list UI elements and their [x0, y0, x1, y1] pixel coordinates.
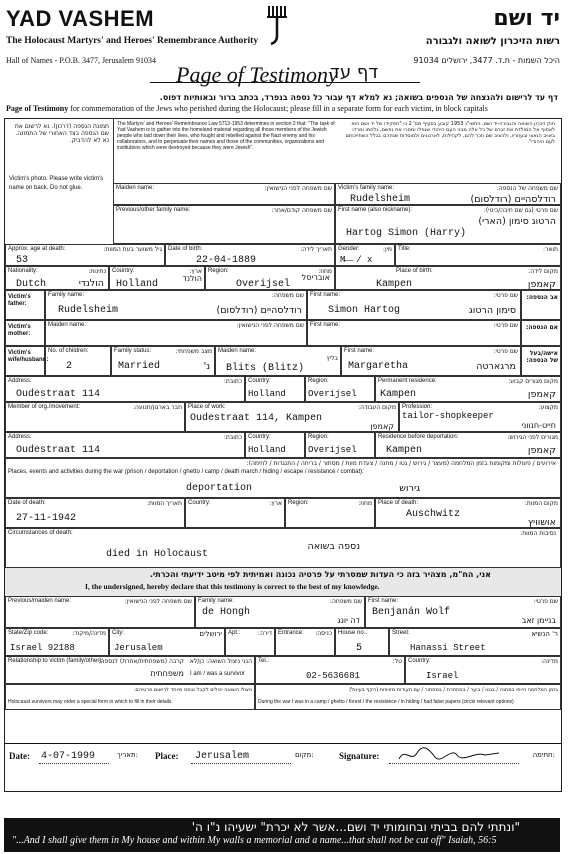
- wartime-events-field[interactable]: [5, 458, 561, 498]
- submitter-survivor-note-text: Holocaust survivors may order a special form in which to fill in their details.: [8, 699, 173, 705]
- death-region-label-text: Region:: [288, 500, 309, 506]
- submitter-country-label-text: Country:: [408, 658, 431, 664]
- instructions-en-text: for commemoration of the Jews who perished during the Holocaust; please fill in a separate form for each victim, in block capitals: [70, 104, 488, 113]
- submitter-prev-name-field[interactable]: [5, 596, 195, 628]
- declaration-en-text: I, the undersigned, hereby declare that this testimony is correct to the best of my knowledge.: [85, 582, 380, 591]
- wartime-country-field[interactable]: [245, 432, 305, 458]
- victim-region-text: Overijsel: [236, 279, 291, 290]
- mother-row-label-text: Victim's mother:: [8, 324, 31, 337]
- spouse-first-text: Margaretha: [348, 361, 409, 372]
- victim-pob-label-text: Place of birth:: [396, 268, 433, 274]
- submitter-house-label-text: House no.:: [338, 630, 368, 636]
- handwritten-signature-icon: [395, 745, 505, 765]
- victim-first-name-field[interactable]: [335, 205, 561, 244]
- death-date-label-he-text: תאריך המוות:: [146, 500, 182, 507]
- signature-date-label-text: Date:: [9, 751, 30, 761]
- wartime-events-text: deportation: [186, 483, 253, 494]
- wartime-events-label-text: Places, events and activities during the war (prison / deportation / ghetto / camp / death march / hiding / escape / resistance / combat):: [8, 469, 364, 475]
- footer-quote-en: "...And I shall give them in My house and within My walls a memorial and a name...that shall not be cut off" Isaiah, 56:5: [12, 835, 497, 846]
- wartime-region-text: Overijsel: [308, 445, 357, 455]
- address-country-text: Holland: [248, 389, 286, 399]
- dob-field[interactable]: [165, 244, 335, 266]
- place-of-work-field[interactable]: [185, 402, 399, 432]
- address-perm-label-text: Permanent residence:: [378, 378, 437, 384]
- death-place-label-he-text: מקום המוות:: [524, 500, 558, 507]
- org-name-en: YAD VASHEM: [6, 6, 155, 31]
- death-country-label-he-text: ארץ:: [269, 500, 282, 507]
- wartime-events-label-he-text: אירועים / פעולות ומקומות בזמן המלחמה (מעצר / גירוש / גטו / מחנה / צעדת מוות / מסתור / בריחה / התנגדות / לחימה):: [246, 460, 556, 467]
- permanent-residence-field[interactable]: [375, 376, 561, 402]
- children-field[interactable]: [45, 346, 111, 376]
- address-he: היכל השמות - ת.ד. 3477, ירושלים 91034: [413, 56, 560, 65]
- submitter-family-label-text: Family name:: [198, 598, 235, 604]
- spouse-status-label-he-text: מצב משפחתי:: [175, 348, 212, 355]
- page-title-he: דף עד: [330, 62, 379, 83]
- submitter-apt-label-text: Apt.:: [228, 630, 241, 636]
- wartime-residence-he-text: קאמפן: [527, 445, 556, 456]
- signature-sig-label-text: Signature:: [339, 751, 380, 761]
- declaration: [5, 568, 561, 596]
- mother-first-label-he-text: שם פרטי:: [493, 322, 518, 329]
- spouse-maiden-label-text: Maiden name:: [218, 348, 257, 354]
- address-region-text: Overijsel: [308, 389, 357, 399]
- mother-maiden-label-he-text: שם משפחה לפני הנישואין:: [236, 322, 304, 329]
- victim-maiden-label-he-text: שם משפחה לפני הנישואין:: [264, 185, 332, 192]
- spouse-first-label-text: First name:: [344, 348, 375, 354]
- victim-prev-label-text: Previous/other family name:: [116, 207, 191, 213]
- signature-date-he-label-text: תאריך:: [117, 751, 138, 759]
- victim-prev-label-he-text: שם משפחה קודם/אחר:: [271, 207, 332, 214]
- authority-he: רשות הזיכרון לשואה ולגבורה: [425, 36, 560, 47]
- victim-pob-label-he-text: מקום לידה:: [528, 268, 558, 275]
- victim-first-name: Hartog Simon (Harry): [346, 228, 467, 239]
- submitter-survivor-text: I am / was a survivor: [190, 671, 246, 677]
- father-first-field[interactable]: [307, 290, 521, 320]
- father-row-label-he-text: אב הנספה:: [526, 294, 558, 301]
- submitter-country-field[interactable]: [405, 656, 561, 684]
- address-address-text: Oudestraat 114: [16, 389, 101, 400]
- submitter-family-name-field[interactable]: [195, 596, 365, 628]
- victim-title-label-text: Title:: [398, 246, 411, 252]
- submitter-first-text: Benjanán Wolf: [372, 607, 451, 618]
- submitter-entrance-label-he-text: כניסה:: [315, 630, 332, 637]
- state-zip-field[interactable]: [5, 628, 109, 656]
- org-name-he: יד ושם: [493, 6, 560, 31]
- yad-vashem-logo-icon: [258, 4, 298, 48]
- signature-place-he-label-text: מקום:: [295, 751, 314, 759]
- photo-area: [5, 119, 114, 244]
- death-place-he-text: אושוויץ: [527, 517, 556, 528]
- submitter-relation-text: משפחתית: [150, 669, 184, 678]
- submitter-city-label-text: City:: [112, 630, 124, 636]
- death-region-label-he-text: מחוז:: [358, 500, 372, 507]
- work-prof-text: tailor-shopkeeper: [402, 411, 494, 421]
- submitter-family-he-text: דה יונג: [337, 616, 360, 625]
- gender-field[interactable]: [335, 244, 395, 266]
- submitter-city-text: Jerusalem: [114, 643, 163, 653]
- signature-place: Jerusalem: [195, 751, 250, 762]
- tel-field[interactable]: [255, 656, 405, 684]
- father-family-label-he-text: שם משפחה:: [271, 292, 304, 299]
- submitter-apt-label-he-text: דירה:: [258, 630, 272, 637]
- spouse-status-label-text: Family status:: [114, 348, 152, 354]
- age-field[interactable]: [5, 244, 165, 266]
- profession-field[interactable]: [399, 402, 561, 432]
- submitter-street-label-text: Street:: [392, 630, 410, 636]
- father-row-label-text: Victim's father:: [8, 294, 31, 307]
- victim-country-label-text: Country:: [112, 268, 135, 274]
- victim-dob-label-text: Date of birth:: [168, 246, 203, 252]
- submitter-country-label-he-text: מדינה:: [540, 658, 558, 665]
- photo-instruction-en: Victim's photo. Please write victim's name on back. Do not glue.: [9, 176, 104, 191]
- submitter-relation-label-text: Relationship to victim (family/other):: [8, 658, 104, 664]
- victim-previous-name-field[interactable]: [113, 205, 335, 244]
- circumstances-field[interactable]: [5, 528, 561, 568]
- instructions-he: דף עד לרישום ולהנצחה של הנספים בשואה; נא למלא דף עבור כל נספה בנפרד, בכתב ברור ובאותיות דפוס.: [159, 93, 558, 102]
- mother-row-label-he: [521, 320, 561, 346]
- declaration-he-text: אני, הח"מ, מצהיר בזה כי העדות שמסרתי על פרטיה נכונה ואמיתית לפי מיטב ידיעתי והכרתי.: [149, 570, 491, 579]
- father-row-label-he: [521, 290, 561, 320]
- victim-title-label-he-text: תואר:: [543, 246, 558, 253]
- work-place-text: Oudestraat 114, Kampen: [190, 413, 323, 424]
- father-first-text: Simon Hartog: [328, 305, 401, 316]
- city-field[interactable]: [109, 628, 225, 656]
- wartime-region-field[interactable]: [305, 432, 375, 458]
- spouse-status-text: Married: [118, 361, 161, 372]
- wartime-status-options[interactable]: [255, 684, 561, 710]
- submitter-tel-label-he-text: טל:: [392, 658, 402, 665]
- wartime-events-he-text: גירוש: [399, 483, 420, 494]
- work-place-label-text: Place of work:: [188, 404, 226, 410]
- victim-region-he-text: אובריסל: [301, 273, 330, 282]
- father-first-label-text: First name:: [310, 292, 341, 298]
- signature-sig-he-label-text: חתימה:: [532, 751, 555, 759]
- death-region-field[interactable]: [285, 498, 375, 528]
- wartime-region-label-text: Region:: [308, 434, 329, 440]
- work-org-label-he-text: חבר בארגון/תנועה:: [133, 404, 182, 411]
- victim-first-label-he-text: שם פרטי (גם שם חיבה/כינוי):: [483, 207, 558, 214]
- mother-maiden-field[interactable]: [45, 320, 307, 346]
- victim-region-label-text: Region:: [208, 268, 229, 274]
- address-region-field[interactable]: [305, 376, 375, 402]
- submitter-prev-label-text: Previous/maiden name:: [8, 598, 72, 604]
- birth-region-field[interactable]: [205, 266, 335, 290]
- submitter-state-label-he-text: מדינה/מיקוד:: [72, 630, 106, 637]
- submitter-relation-label-he-text: קרבה (משפחתית/אחרת) לנספה:: [98, 658, 184, 665]
- instructions-en-bold: Page of Testimony: [6, 104, 69, 113]
- submitter-first-name-field[interactable]: [365, 596, 561, 628]
- spouse-row-label-text: Victim's wife/husband:: [8, 350, 49, 363]
- footer-quote: [4, 818, 560, 852]
- law-text-he: חוק זיכרון השואה והגבורה-יד ושם, התשי"ג 1953 קובע בסעיף מס' 2 כי "תפקידו של יד ושם הוא לאסוף אל המולדת את זכרם של כל אלה מבני העם היהודי שנפלו ומסרו את נפשם, נלחמו ומרדו באויב הנאצי ובעוזריו, ולהציב שם וזכר להם, לקהילות, לארגונים ולמוסדות שנחרבו בגלל השתייכותם לעם היהודי".: [345, 121, 555, 145]
- relationship-field[interactable]: [5, 656, 255, 684]
- wartime-residence-text: Kampen: [386, 445, 423, 456]
- birth-country-field[interactable]: [109, 266, 205, 290]
- victim-nationality-label-text: Nationality:: [8, 268, 38, 274]
- place-of-death-field[interactable]: [375, 498, 561, 528]
- wartime-address-label-he-text: כתובת:: [223, 434, 242, 441]
- house-no-field[interactable]: [335, 628, 389, 656]
- signature-place-label-text: Place:: [155, 751, 179, 761]
- submitter-street-text: Hanassi Street: [410, 643, 486, 653]
- death-circ-label-he-text: נסיבות המוות:: [520, 530, 556, 537]
- mother-row-label-he-text: אם הנספה:: [525, 324, 558, 331]
- death-circ-text: died in Holocaust: [106, 549, 209, 560]
- victim-pob-he-text: קאמפן: [527, 279, 556, 290]
- victim-region-label-he-text: מחוז:: [318, 268, 332, 275]
- victim-dob-label-he-text: תאריך לידה:: [300, 246, 332, 253]
- father-family-label-text: Family name:: [48, 292, 85, 298]
- address-country-field[interactable]: [245, 376, 305, 402]
- father-first-he-text: סימון הרטוג: [468, 305, 516, 316]
- victim-pob-text: Kampen: [376, 279, 413, 290]
- death-circ-label-text: Circumstances of death:: [8, 530, 73, 536]
- mother-maiden-label-text: Maiden name:: [48, 322, 87, 328]
- submitter-city-he-text: ירושלים: [199, 630, 222, 638]
- signature-date: 4-07-1999: [41, 751, 96, 762]
- law-text-en: The Martyrs' and Heroes' Remembrance Law 5713-1953 determines in section 2 that: "The task of Yad Vashem is to gather into the homeland material regarding all those members of the Jewish people who laid down their lives, who fought and rebelled against the Nazi enemy and his collaborators, and to perpetuate their names and those of the communities, organizations and institutions which were destroyed because they were Jewish".: [117, 121, 335, 151]
- victim-country-text: Holland: [116, 279, 159, 290]
- submitter-family-label-he-text: שם משפחה:: [329, 598, 362, 605]
- wartime-address-text: Oudestraat 114: [16, 445, 101, 456]
- page-title-en: Page of Testimony: [176, 62, 338, 87]
- spouse-maiden-text: Blits (Blitz): [226, 363, 305, 374]
- father-family-text: Rudelsheim: [58, 305, 119, 316]
- victim-family-name-field[interactable]: [335, 183, 561, 205]
- signature-row: [5, 751, 561, 769]
- mother-first-label-text: First name:: [310, 322, 341, 328]
- victim-gender-label-he-text: מין:: [382, 246, 392, 253]
- testimony-form: [4, 118, 562, 792]
- submitter-state-text: Israel 92188: [10, 643, 75, 653]
- nationality-field[interactable]: [5, 266, 109, 290]
- address-perm-text: Kampen: [380, 389, 417, 400]
- submitter-tel-label-text: Tel.:: [258, 658, 270, 664]
- wartime-address-label-text: Address:: [8, 434, 32, 440]
- footer-quote-he: "ונתתי להם בביתי ובחומותי יד ושם...אשר לא יכרת" ישעיהו נ"ו ה': [191, 820, 520, 834]
- father-first-label-he-text: שם פרטי:: [493, 292, 518, 299]
- wartime-residence-label-he-text: מגורים לפני הגירוש:: [507, 434, 558, 441]
- victim-family-name-label-he-text: שם משפחה של הנספה:: [496, 185, 558, 192]
- victim-maiden-label-text: Maiden name:: [116, 185, 155, 191]
- age-value: 53: [16, 255, 29, 266]
- work-prof-label-he-text: מקצוע:: [538, 404, 558, 411]
- wartime-country-label-text: Country:: [248, 434, 271, 440]
- address-perm-label-he-text: מקום מגורים קבוע:: [508, 378, 558, 385]
- address-field[interactable]: [5, 376, 245, 402]
- submitter-prev-label-he-text: שם משפחה לפני הנישואין:: [124, 598, 192, 605]
- date-of-death-field[interactable]: [5, 498, 185, 528]
- victim-family-name-label-text: Victim's family name:: [338, 185, 395, 191]
- victim-family-name: Rudelsheim: [350, 194, 411, 205]
- submitter-survivor-he-text: הנני ניצול השואה: כן/לא: [189, 658, 252, 665]
- survivor-note: [5, 684, 255, 710]
- family-status-field[interactable]: [111, 346, 215, 376]
- address-en: Hall of Names - P.O.B. 3477, Jerusalem 91034: [6, 56, 156, 65]
- pob-field[interactable]: [335, 266, 561, 290]
- apt-field[interactable]: [225, 628, 275, 656]
- spouse-first-he-text: מרגארטה: [476, 361, 516, 372]
- submitter-hiding-label-text: During the war I was in a camp / ghetto / forest / the resistance / in hiding / had false papers (circle relevant options): [258, 699, 514, 705]
- spouse-children-text: 2: [66, 361, 73, 372]
- spouse-maiden-field[interactable]: [215, 346, 341, 376]
- victim-gender-label-text: Gender:: [338, 246, 360, 252]
- address-country-label-text: Country:: [248, 378, 271, 384]
- submitter-hiding-label-he-text: בזמן המלחמה הייתי במחנה / בגטו / ביער / במחתרת / במסתור / עם תעודות מזויפות (הקף בעיגול): [349, 687, 558, 693]
- gender-value: M̶ ̶ / x: [340, 255, 373, 265]
- work-org-label-text: Member of org./movement:: [8, 404, 81, 410]
- father-family-he-text: רודלסהיים (רודלסום): [216, 305, 302, 316]
- submitter-street-he-text: ר' הנשיא: [531, 630, 558, 638]
- death-place-label-text: Place of death:: [378, 500, 419, 506]
- residence-before-deportation-field[interactable]: [375, 432, 561, 458]
- submitter-state-label-text: State/Zip code:: [8, 630, 49, 636]
- death-date-text: 27-11-1942: [16, 513, 77, 524]
- death-country-field[interactable]: [185, 498, 285, 528]
- spouse-maiden-he-text: בליץ: [326, 355, 338, 362]
- spouse-first-field[interactable]: [341, 346, 521, 376]
- address-address-label-text: Address:: [8, 378, 32, 384]
- submitter-first-label-he-text: שם פרטי:: [533, 598, 558, 605]
- wartime-country-text: Holland: [248, 445, 286, 455]
- mother-row-label: [5, 320, 45, 346]
- death-place-text: Auschwitz: [406, 509, 461, 520]
- spouse-first-label-he-text: שם פרטי:: [493, 348, 518, 355]
- dob-value: 22-04-1889: [196, 255, 257, 266]
- work-prof-label-text: Profession:: [402, 404, 433, 410]
- victim-family-name-he: רודלסהיים (רודלסום): [470, 194, 556, 205]
- submitter-first-label-text: First name:: [368, 598, 399, 604]
- father-row-label: [5, 290, 45, 320]
- victim-first-label-text: First name (also nickname):: [338, 207, 413, 213]
- submitter-family-text: de Hongh: [202, 607, 251, 618]
- victim-nationality-text: Dutch: [16, 279, 47, 290]
- submitter-country-text: Israel: [426, 671, 459, 681]
- entrance-field[interactable]: [275, 628, 335, 656]
- address-region-label-text: Region:: [308, 378, 329, 384]
- spouse-row-label: [5, 346, 49, 376]
- victim-age-label-he-text: גיל משוער בעת המוות:: [103, 246, 162, 253]
- work-prof-he-text: חייט-חנווני: [521, 421, 556, 430]
- victim-age-label-text: Approx. age at death:: [8, 246, 66, 252]
- victim-nationality-label-he-text: נתינות:: [88, 268, 106, 275]
- authority-en: The Holocaust Martyrs' and Heroes' Remembrance Authority: [6, 36, 259, 46]
- spouse-row-label-he: [521, 346, 561, 376]
- address-address-label-he-text: כתובת:: [223, 378, 242, 385]
- wartime-residence-label-text: Residence before deportation:: [378, 434, 459, 440]
- wartime-address-field[interactable]: [5, 432, 245, 458]
- submitter-first-he-text: בניימן זאב: [521, 616, 556, 625]
- address-perm-he-text: קאמפן: [527, 389, 556, 400]
- org-field[interactable]: [5, 402, 185, 432]
- victim-nationality-he-text: הולנדי: [78, 278, 104, 289]
- mother-first-field[interactable]: [307, 320, 521, 346]
- victim-country-label-he-text: ארץ:: [189, 268, 202, 275]
- photo-instruction-he: תמונת הנספה (דרכון). נא לרשום את שם הנספה בצד האחורי של התמונה. נא לא להדביק.: [14, 123, 109, 144]
- death-circ-he-text: נספה בשואה: [307, 541, 360, 552]
- title-field[interactable]: [395, 244, 561, 266]
- death-country-label-text: Country:: [188, 500, 211, 506]
- submitter-house-text: 5: [356, 643, 363, 654]
- submitter-tel-text: 02-5636681: [306, 671, 361, 681]
- work-place-he-text: קאמפן: [370, 422, 394, 431]
- father-family-field[interactable]: [45, 290, 307, 320]
- victim-maiden-field[interactable]: [113, 183, 335, 205]
- instructions-en: [6, 104, 488, 113]
- victim-country-he-text: הולנד: [182, 274, 202, 283]
- victim-first-name-he: הרטוג סימון (הארי): [478, 216, 556, 227]
- work-place-label-he-text: מקום העבודה:: [358, 404, 396, 411]
- submitter-survivor-note-he-text: ניצולי השואה יכולים לקבל טופס מיוחד לרישום פרטיהם.: [133, 687, 252, 693]
- spouse-row-label-he-text: אישה/בעל של הנספה:: [526, 350, 558, 364]
- spouse-children-label-text: No. of children:: [48, 348, 89, 354]
- death-date-label-text: Date of death:: [8, 500, 46, 506]
- submitter-entrance-label-text: Entrance:: [278, 630, 304, 636]
- spouse-status-he-text: נ': [203, 361, 210, 372]
- street-field[interactable]: [389, 628, 561, 656]
